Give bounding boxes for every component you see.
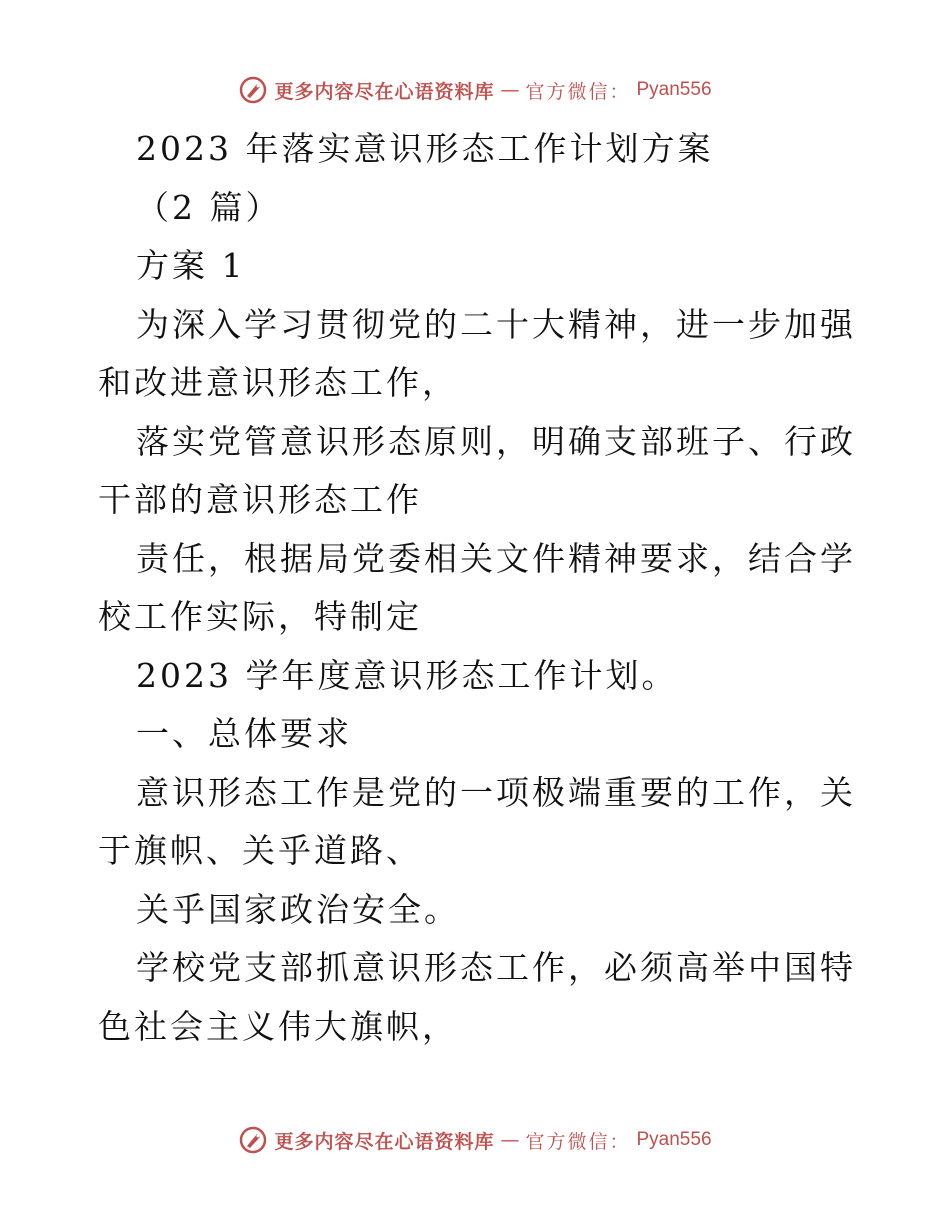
- section-heading: 一、总体要求: [136, 714, 352, 753]
- promo-text: 更多内容尽在心语资料库: [274, 1130, 495, 1153]
- paragraph: 2023 学年度意识形态工作计划。: [136, 655, 678, 695]
- paragraph: 为深入学习贯彻党的二十大精神，进一步加强和改进意识形态工作，: [98, 304, 856, 402]
- document-body: [98, 120, 858, 1056]
- document-subtitle: （2 篇）: [136, 187, 282, 227]
- wechat-account: Pyan556: [636, 1129, 712, 1150]
- pen-nib-circle-icon: [238, 1125, 268, 1155]
- promo-text: 更多内容尽在心语资料库: [274, 80, 495, 103]
- paragraph: 关乎国家政治安全。: [136, 889, 460, 929]
- paragraph: 责任，根据局党委相关文件精神要求，结合学校工作实际，特制定: [98, 538, 856, 636]
- paragraph: 学校党支部抓意识形态工作，必须高举中国特色社会主义伟大旗帜，: [98, 948, 856, 1046]
- paragraph: 意识形态工作是党的一项极端重要的工作，关于旗帜、关乎道路、: [98, 772, 856, 870]
- footer-banner: [0, 1120, 950, 1160]
- paragraph: 落实党管意识形态原则，明确支部班子、行政干部的意识形态工作: [98, 421, 856, 519]
- wechat-label: 官方微信：: [525, 80, 631, 103]
- banner-dash: —: [500, 1129, 520, 1151]
- pen-nib-circle-icon: [238, 75, 268, 105]
- banner-dash: —: [500, 79, 520, 101]
- header-banner: [0, 70, 950, 110]
- document-title: 2023 年落实意识形态工作计划方案: [136, 129, 714, 168]
- wechat-account: Pyan556: [636, 79, 712, 100]
- wechat-label: 官方微信：: [525, 1130, 631, 1153]
- section-label: 方案 1: [136, 246, 246, 285]
